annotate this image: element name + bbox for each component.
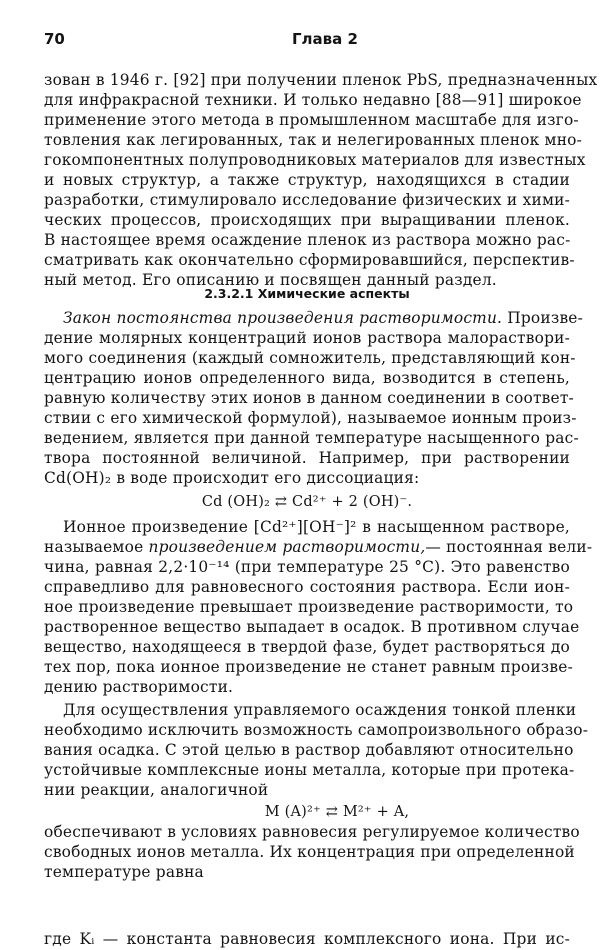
text-line: сматривать как окончательно сформировавшийся, перспектив- — [44, 251, 575, 269]
text-line: применение этого метода в промышленном масштабе для изго- — [44, 111, 579, 129]
text-line: свободных ионов металла. Их концентрация при определенной — [44, 843, 575, 861]
text-line: справедливо для равновесного состояния раствора. Если ион- — [44, 578, 570, 596]
text-line: для инфракрасной техники. И только недавно [88—91] широкое — [44, 91, 582, 109]
text-line: ствии с его химической формулой), называемое ионным произ- — [44, 409, 577, 427]
text-line: тех пор, пока ионное произведение не станет равным произве- — [44, 658, 573, 676]
text-line: необходимо исключить возможность самопроизвольного образо- — [44, 721, 589, 739]
text-line: и новых структур, а также структур, находящихся в стадии — [44, 171, 570, 189]
text-line: твора постоянной величиной. Например, при растворении — [44, 449, 570, 467]
equation-complex: M (A)²⁺ ⇄ M²⁺ + A, — [264, 804, 410, 820]
text-line: Cd(OH)₂ в воде происходит его диссоциация: — [44, 469, 420, 487]
text-line: нии реакции, аналогичной — [44, 781, 269, 799]
text-line: ведением, является при данной температуре насыщенного рас- — [44, 429, 579, 447]
text-line: где Kᵢ — константа равновесия комплексного иона. При ис- — [44, 930, 570, 948]
text-line: Ионное произведение [Cd²⁺][OH⁻]² в насыщенном растворе, — [63, 518, 570, 536]
text-line: называемое произведением растворимости,— постоянная вели- — [44, 538, 593, 556]
text-line: В настоящее время осаждение пленок из раствора можно рас- — [44, 231, 571, 249]
text-line: обеспечивают в условиях равновесия регулируемое количество — [44, 823, 580, 841]
page-number: 70 — [44, 30, 65, 48]
text-line: дению растворимости. — [44, 678, 234, 696]
text-line: мого соединения (каждый сомножитель, представляющий кон- — [44, 349, 576, 367]
text-line: зован в 1946 г. [92] при получении пленок PbS, предназначенных — [44, 71, 598, 89]
equation-dissociation: Cd (OH)₂ ⇄ Cd²⁺ + 2 (OH)⁻. — [201, 494, 413, 510]
text-line: товления как легированных, так и нелегированных пленок мно- — [44, 131, 583, 149]
text-line: устойчивые комплексные ионы металла, которые при протека- — [44, 761, 575, 779]
text-line: дение молярных концентраций ионов раствора малораствори- — [44, 329, 570, 347]
text-line: ный метод. Его описанию и посвящен данный раздел. — [44, 271, 497, 289]
chapter-title: Глава 2 — [292, 30, 358, 48]
text-line: равную количеству этих ионов в данном соединении в соответ- — [44, 389, 574, 407]
text-line: чина, равная 2,2·10⁻¹⁴ (при температуре 25 °C). Это равенство — [44, 558, 570, 576]
term-solubility-product: произведением растворимости, — [148, 538, 426, 556]
text-line: Для осуществления управляемого осаждения тонкой пленки — [63, 701, 577, 719]
text-line: центрацию ионов определенного вида, возводится в степень, — [44, 369, 570, 387]
text-line: растворенное вещество выпадает в осадок. В противном случае — [44, 618, 580, 636]
text-line: вещество, находящееся в твердой фазе, будет растворяться до — [44, 638, 570, 656]
section-heading: 2.3.2.1 Химические аспекты — [204, 286, 410, 301]
text-line: разработки, стимулировало исследование физических и хими- — [44, 191, 570, 209]
text-line: вания осадка. С этой целью в раствор добавляют относительно — [44, 741, 574, 759]
text-line: ное произведение превышает произведение растворимости, то — [44, 598, 574, 616]
text-line: гокомпонентных полупроводниковых материалов для известных — [44, 151, 586, 169]
text-line: Закон постоянства произведения растворимости. Произве- — [63, 309, 584, 327]
law-title: Закон постоянства произведения растворимости. — [63, 309, 503, 327]
text-line: температуре равна — [44, 863, 204, 881]
text-line: ческих процессов, происходящих при выращивании пленок. — [44, 211, 570, 229]
